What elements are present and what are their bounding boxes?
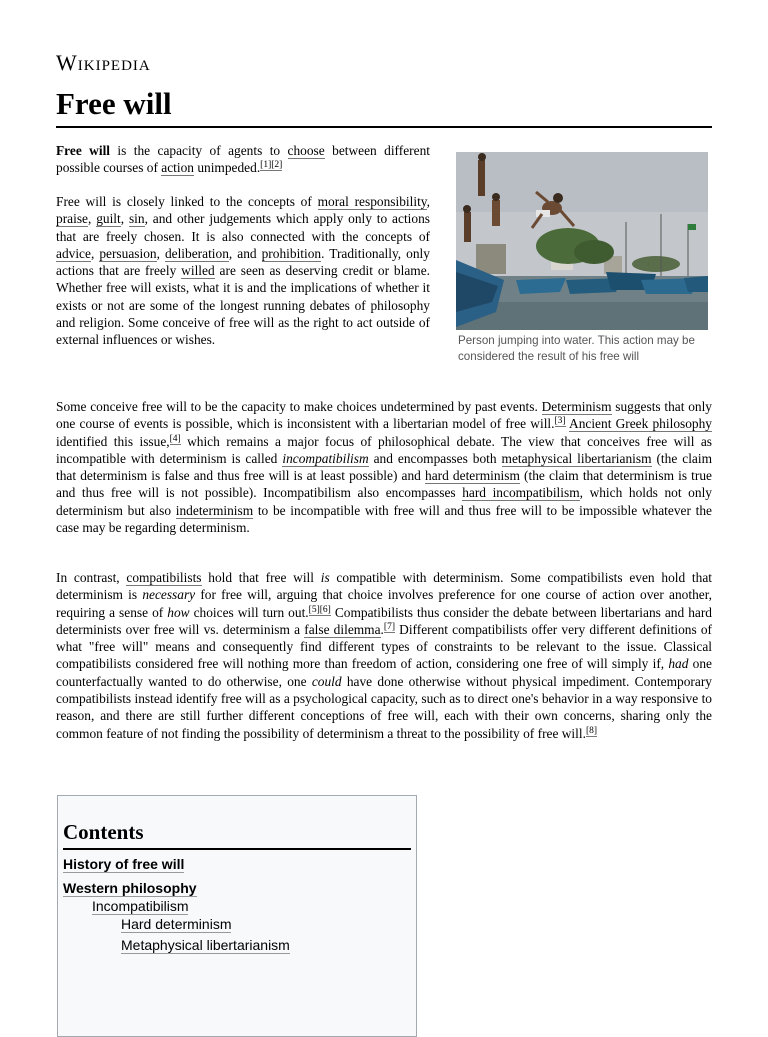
- toc-item-metaphysical-libertarianism[interactable]: [121, 937, 290, 953]
- text: Free will is closely linked to the concepts of: [56, 194, 318, 209]
- italic-text: incompatibilism: [282, 450, 369, 466]
- text: ,: [120, 211, 129, 227]
- text: ,: [156, 245, 165, 261]
- photo-person-jumping-into-water[interactable]: [456, 152, 708, 330]
- paragraph-concepts: [56, 193, 430, 349]
- link-deliberation[interactable]: deliberation: [164, 245, 229, 261]
- text: Different compatibilists offer very different definitions of what "free will" means and consequently find different types of constraints to be relevant to the issue. Classical compatibilists considered free will nothing more than freedom of action, considering one free of will simply if,: [56, 621, 712, 672]
- toc-item-label: Metaphysical libertarianism: [121, 937, 290, 953]
- link-persuasion[interactable]: persuasion: [99, 245, 157, 261]
- link-determinism[interactable]: Determinism: [541, 399, 612, 414]
- page-title: Free will: [56, 86, 172, 121]
- text: , which holds not only determinism but also: [56, 485, 712, 518]
- toc-item-incompatibilism[interactable]: [92, 898, 188, 914]
- citation-6[interactable]: [6]: [319, 604, 331, 615]
- text: to be incompatible with free will and thus free will to be impossible whatever the case may be regarding determinism.: [56, 502, 712, 536]
- link-advice[interactable]: advice: [56, 245, 91, 261]
- text: and encompasses both: [368, 450, 502, 466]
- link-sin[interactable]: sin: [128, 211, 145, 227]
- text: , and other judgements which apply only to actions that are freely chosen. It is also connected with the concepts of: [56, 211, 430, 244]
- text: identified this issue,: [56, 433, 170, 449]
- toc-item-hard-determinism[interactable]: [121, 916, 231, 932]
- toc-item-label: Hard determinism: [121, 916, 232, 932]
- italic-text: necessary: [142, 587, 196, 603]
- citation-1[interactable]: [1]: [260, 160, 272, 171]
- bold-term: Free will: [56, 143, 111, 158]
- link-false-dilemma[interactable]: false dilemma: [304, 621, 381, 637]
- figure-caption: Person jumping into water. This action may be considered the result of his free will: [458, 334, 695, 363]
- text: is the capacity of agents to: [110, 143, 288, 158]
- toc-item-label: Western philosophy: [63, 880, 197, 896]
- text: for free will, arguing that choice involves preference for one course of action over another, requiring a sense of: [56, 587, 712, 620]
- paragraph-compatibilism: [56, 569, 712, 742]
- citation-3[interactable]: [3]: [554, 416, 566, 427]
- text: (the claim that determinism is false and thus free will is at least possible) and: [56, 450, 712, 484]
- link-ancient-greek-philosophy[interactable]: Ancient Greek philosophy: [569, 416, 713, 432]
- link-compatibilists[interactable]: compatibilists: [126, 570, 202, 585]
- link-incompatibilism[interactable]: [282, 451, 368, 467]
- paragraph-determinism: [56, 398, 712, 536]
- citation-5[interactable]: [5]: [308, 604, 320, 615]
- text: In contrast,: [56, 570, 127, 585]
- link-guilt[interactable]: guilt: [96, 211, 121, 227]
- text: are seen as deserving credit or blame. Whether free will exists, what it is and the implications of whether it exists or not are some of the longest running debates of philosophy and religion. Some conceive of free will as the right to act outside of external influences or wishes.: [56, 263, 430, 348]
- link-praise[interactable]: praise: [56, 211, 88, 227]
- text: Some conceive free will to be the capacity to make choices undetermined by past events.: [56, 399, 542, 414]
- toc-title: Contents: [63, 820, 144, 844]
- citation-4[interactable]: [4]: [169, 433, 181, 444]
- text: ,: [87, 211, 97, 227]
- italic-text: how: [167, 604, 190, 620]
- link-prohibition[interactable]: prohibition: [261, 245, 322, 261]
- text: , and: [228, 245, 262, 261]
- text: choices will turn out.: [189, 604, 309, 620]
- text: between different possible courses of: [56, 143, 430, 176]
- toc-item-label: History of free will: [63, 856, 185, 872]
- toc-divider: [63, 848, 411, 850]
- text: . Traditionally, only actions that are freely: [56, 245, 430, 279]
- text: (the claim that determinism is true and thus free will is not possible). Incompatibilism also encompasses: [56, 468, 712, 501]
- text: .: [380, 621, 384, 637]
- citation-8[interactable]: [8]: [585, 725, 598, 736]
- citation-7[interactable]: [7]: [383, 621, 395, 632]
- toc-item-history-of-free-will[interactable]: [63, 856, 184, 872]
- text: have done otherwise without physical impediment. Contemporary compatibilists instead identify free will as a psychological capacity, such as to direct one's behavior in a way responsive to reason, and there are still further different conceptions of free will, each with their own concerns, sharing only the common feature of not finding the possibility of determinism a threat to the possibility of free will.: [56, 673, 712, 741]
- text: suggests that only one course of events is possible, which is inconsistent with a libertarian model of free will.: [56, 399, 712, 432]
- citation-2[interactable]: [2]: [271, 160, 283, 171]
- text: ,: [426, 194, 430, 209]
- link-indeterminism[interactable]: indeterminism: [175, 502, 254, 518]
- link-metaphysical-libertarianism[interactable]: metaphysical libertarianism: [501, 450, 652, 466]
- link-action[interactable]: action: [161, 160, 194, 176]
- link-hard-determinism[interactable]: hard determinism: [425, 468, 520, 484]
- wikipedia-wordmark[interactable]: Wikipedia: [56, 50, 151, 75]
- table-of-contents: [57, 795, 417, 1037]
- thumbnail-figure: [456, 152, 708, 365]
- italic-text: had: [668, 656, 689, 672]
- link-moral-responsibility[interactable]: moral responsibility: [317, 194, 427, 209]
- toc-item-label: Incompatibilism: [92, 898, 189, 914]
- title-divider: [56, 126, 712, 128]
- link-choose[interactable]: choose: [287, 143, 325, 158]
- text: ,: [90, 245, 100, 261]
- link-willed[interactable]: willed: [181, 263, 215, 279]
- text: which remains a major focus of philosophical debate. The view that conceives free will as incompatible with determinism is called: [56, 433, 712, 466]
- italic-text: could: [311, 673, 342, 689]
- text: unimpeded.: [193, 160, 261, 176]
- italic-text: is: [320, 570, 330, 585]
- text: Compatibilists thus consider the debate between libertarians and hard determinists over free will vs. determinism a: [56, 604, 713, 637]
- link-hard-incompatibilism[interactable]: hard incompatibilism: [462, 485, 580, 501]
- paragraph-intro: [56, 142, 430, 177]
- text: compatible with determinism. Some compatibilists even hold that determinism is: [56, 570, 712, 603]
- text: hold that free will: [201, 570, 321, 585]
- text: one counterfactually wanted to do otherwise, one: [56, 656, 712, 689]
- toc-item-western-philosophy[interactable]: [63, 880, 197, 896]
